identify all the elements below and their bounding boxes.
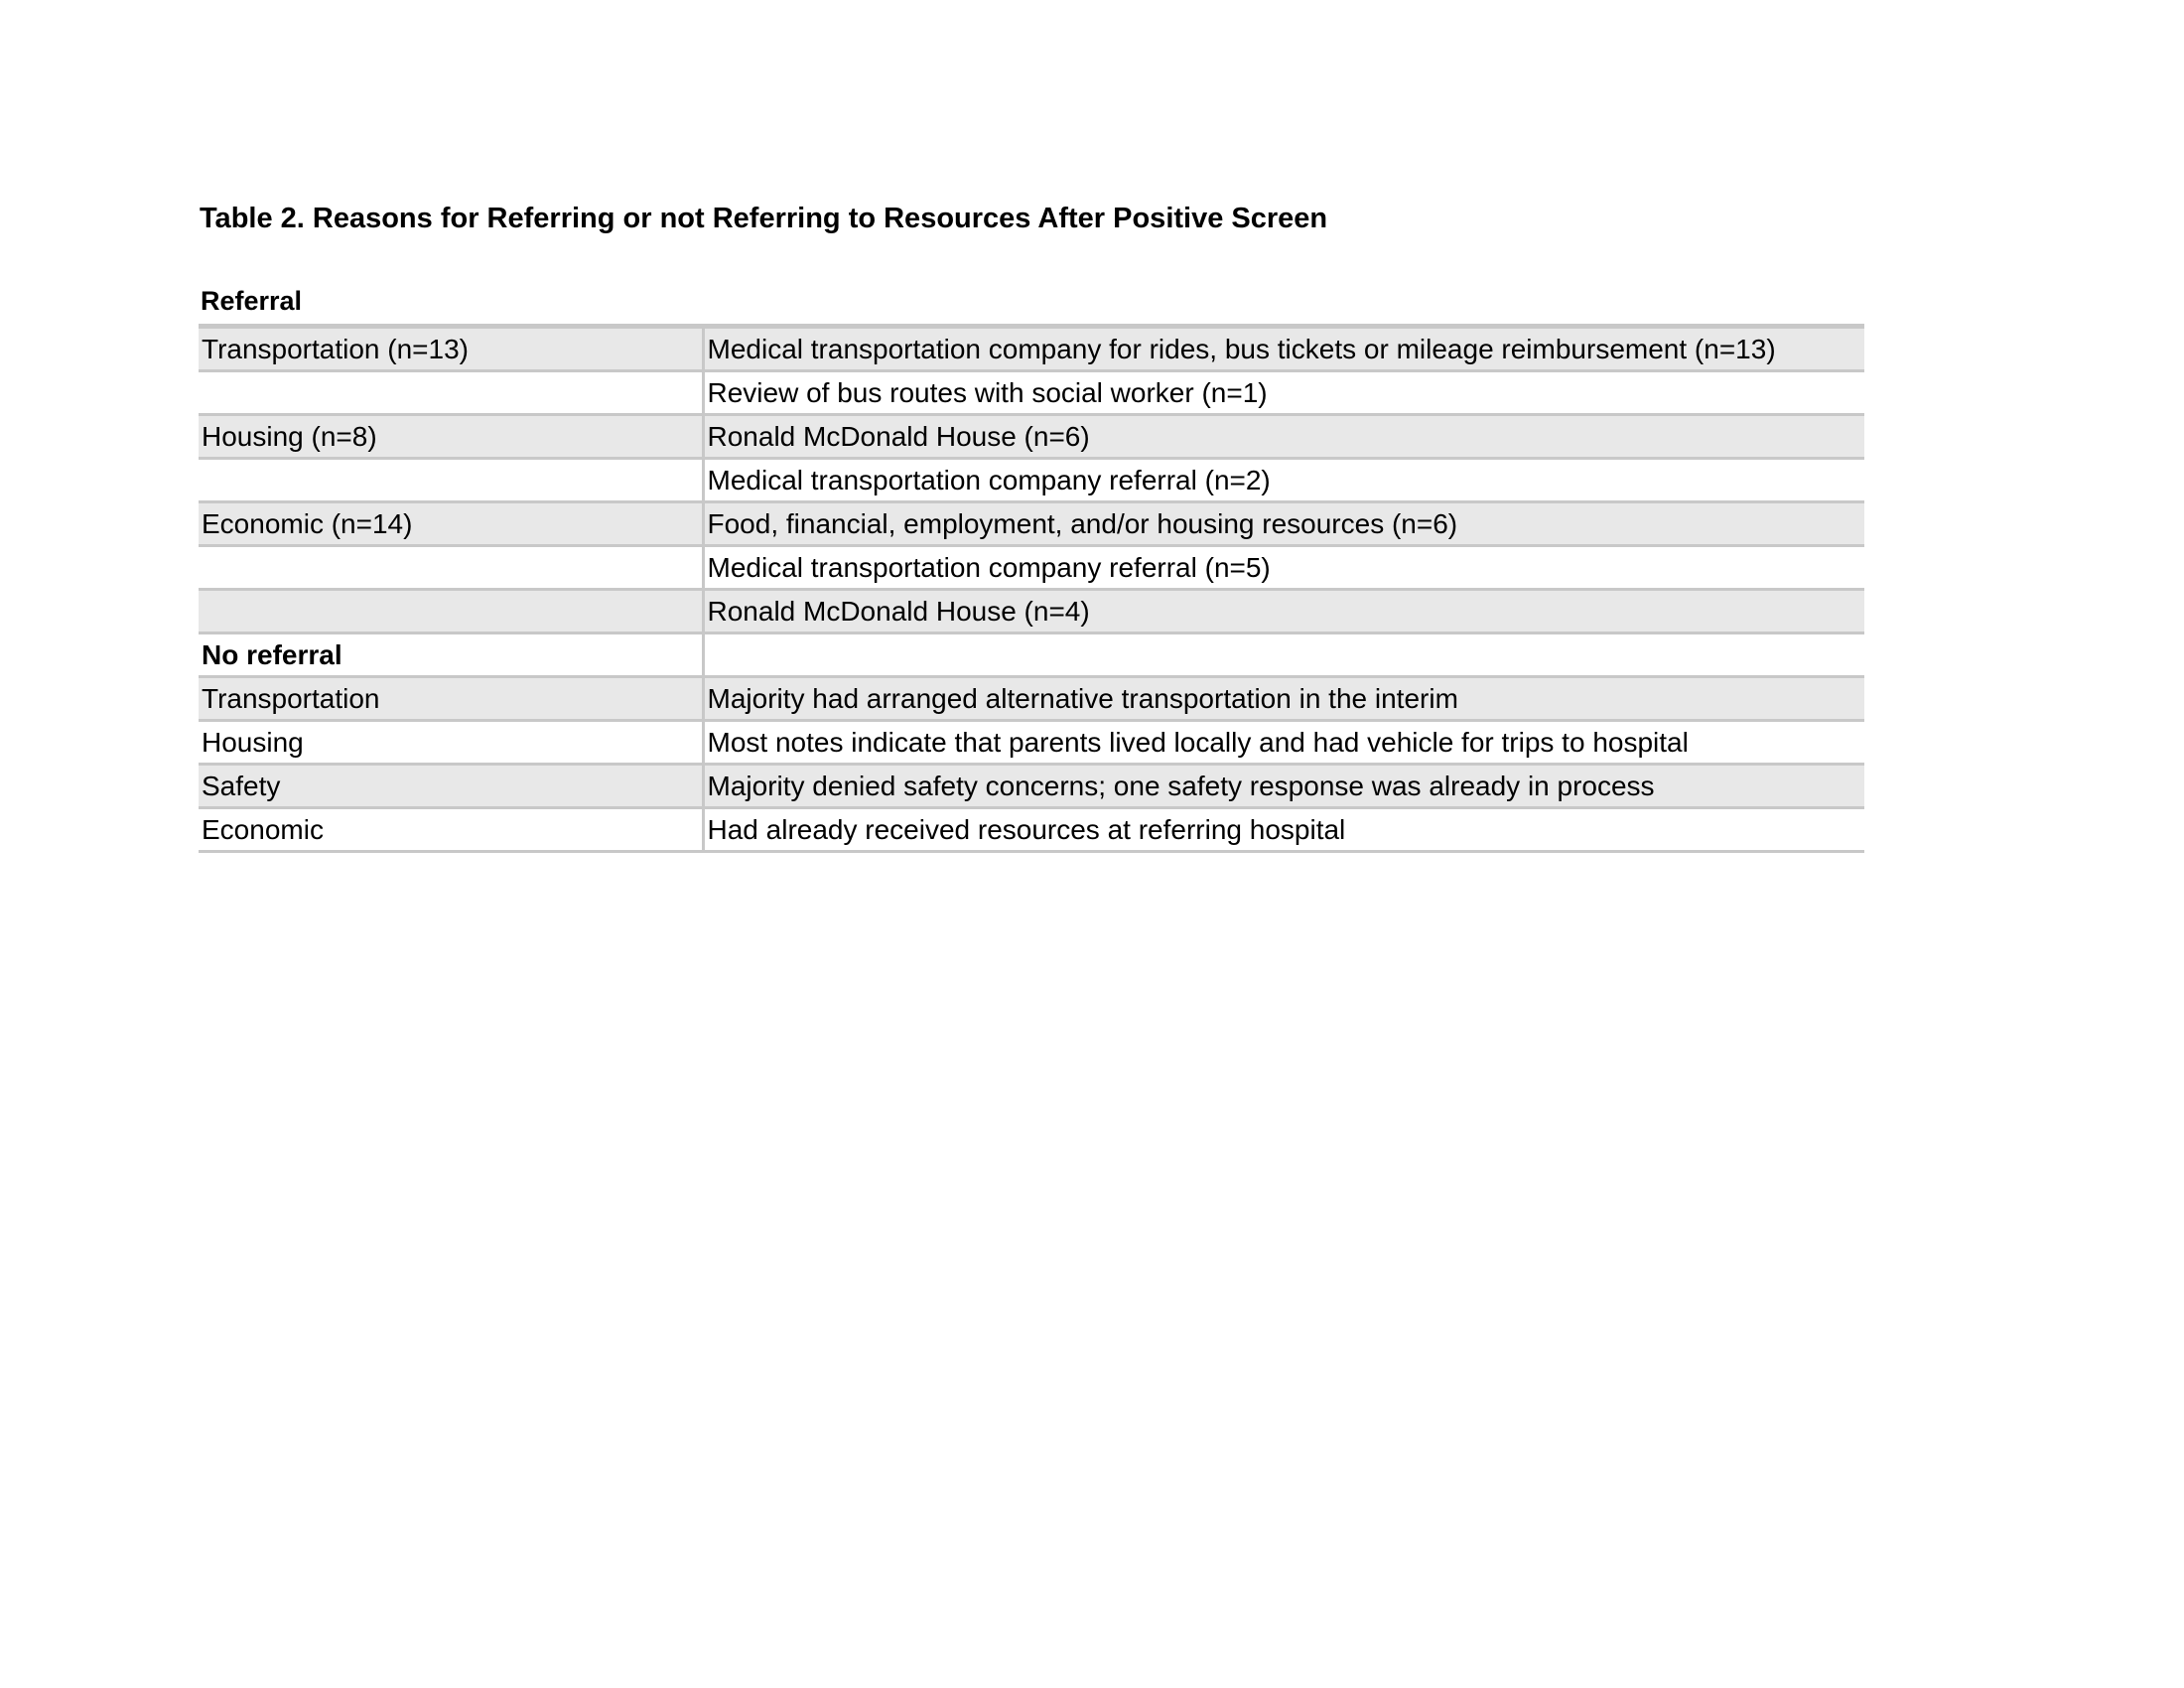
table-cell-detail: Medical transportation company referral (n=2)	[703, 459, 1864, 502]
table-cell-category: Transportation	[199, 677, 703, 721]
table-cell-category: Housing (n=8)	[199, 415, 703, 459]
table-cell-detail: Most notes indicate that parents lived locally and had vehicle for trips to hospital	[703, 721, 1864, 765]
table-cell-detail	[703, 633, 1864, 677]
table-cell-category: Economic	[199, 808, 703, 852]
table-row-section-no-referral	[199, 633, 1864, 677]
table-cell-category: Housing	[199, 721, 703, 765]
table-cell-detail: Medical transportation company for rides, bus tickets or mileage reimbursement (n=13)	[703, 327, 1864, 371]
section-heading-referral: Referral	[201, 286, 303, 316]
table-row	[199, 415, 1864, 459]
table-cell-category: Economic (n=14)	[199, 502, 703, 546]
table-cell-detail: Ronald McDonald House (n=4)	[703, 590, 1864, 633]
table-cell-category	[199, 459, 703, 502]
table-cell-detail: Majority had arranged alternative transportation in the interim	[703, 677, 1864, 721]
page-title: Table 2. Reasons for Referring or not Referring to Resources After Positive Screen	[200, 203, 1328, 234]
table-cell-category	[199, 546, 703, 590]
table-row	[199, 327, 1864, 371]
section-heading-no-referral: No referral	[199, 633, 703, 677]
table-row	[199, 502, 1864, 546]
table-cell-category: Safety	[199, 765, 703, 808]
table-row	[199, 546, 1864, 590]
table-row	[199, 371, 1864, 415]
table-row	[199, 721, 1864, 765]
table-row	[199, 590, 1864, 633]
table-row	[199, 677, 1864, 721]
table-cell-detail: Food, financial, employment, and/or housing resources (n=6)	[703, 502, 1864, 546]
table-row	[199, 808, 1864, 852]
table-cell-detail: Review of bus routes with social worker (n=1)	[703, 371, 1864, 415]
table-cell-detail: Majority denied safety concerns; one safety response was already in process	[703, 765, 1864, 808]
table-cell-category	[199, 590, 703, 633]
table-cell-detail: Ronald McDonald House (n=6)	[703, 415, 1864, 459]
reasons-table	[199, 324, 1864, 853]
table-cell-category	[199, 371, 703, 415]
table-cell-detail: Had already received resources at referring hospital	[703, 808, 1864, 852]
table-cell-detail: Medical transportation company referral (n=5)	[703, 546, 1864, 590]
table-row	[199, 459, 1864, 502]
table-cell-category: Transportation (n=13)	[199, 327, 703, 371]
table-row	[199, 765, 1864, 808]
